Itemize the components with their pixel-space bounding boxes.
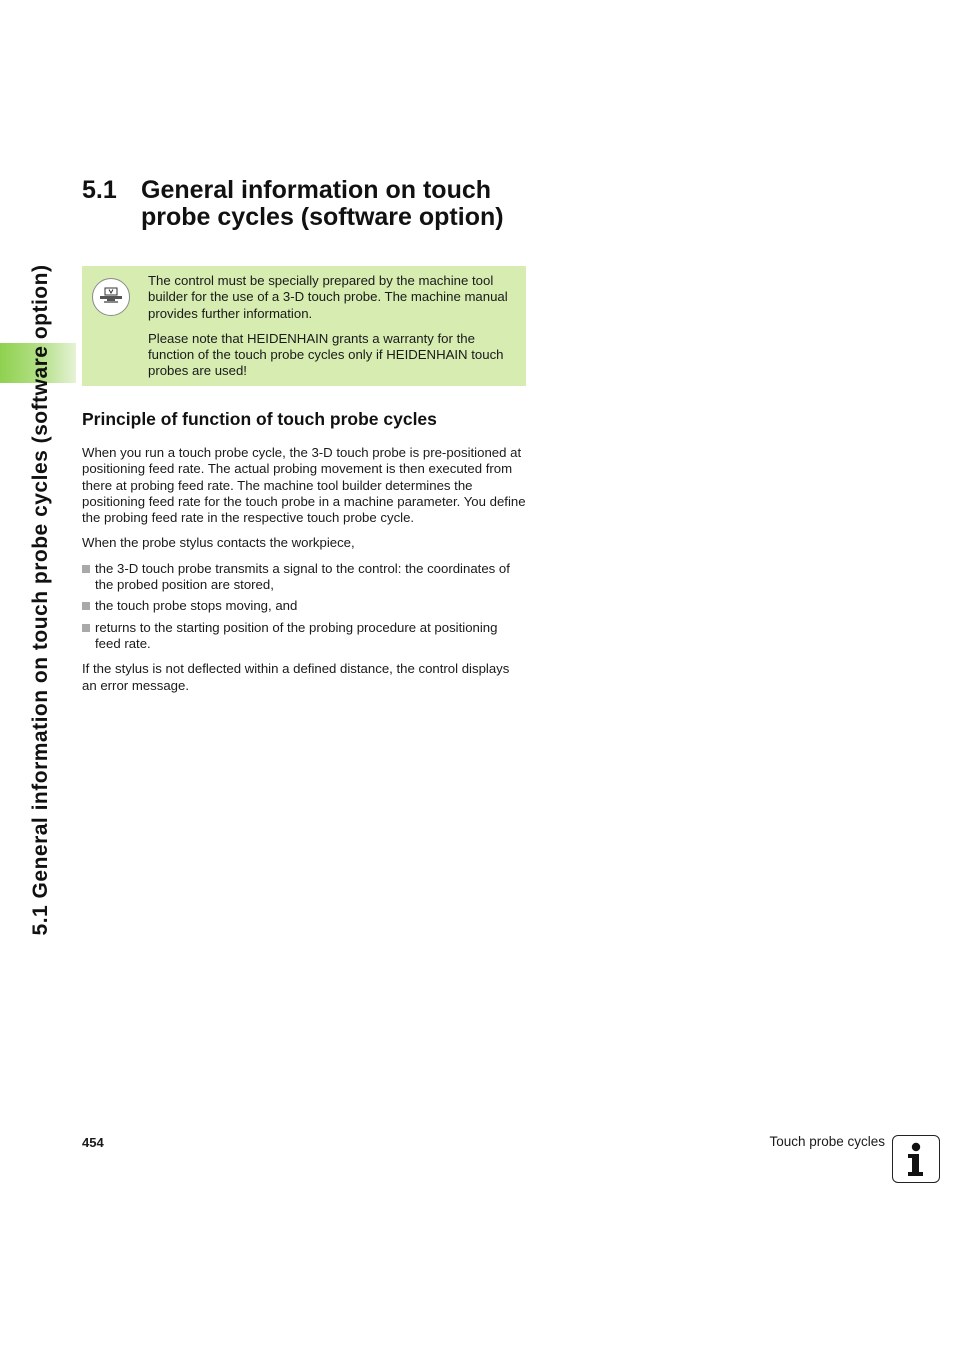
list-item-text: the touch probe stops moving, and	[95, 598, 298, 614]
list-item	[82, 620, 526, 653]
body-paragraph-2: When the probe stylus contacts the workpiece,	[82, 535, 355, 551]
page-number: 454	[82, 1135, 104, 1150]
machine-tool-icon	[92, 278, 130, 316]
list-item	[82, 561, 526, 594]
footer-chapter-title: Touch probe cycles	[769, 1134, 885, 1149]
list-item	[82, 598, 526, 614]
note-paragraph-2: Please note that HEIDENHAIN grants a warranty for the function of the touch probe cycles only if HEIDENHAIN touch probes are used!	[148, 330, 504, 379]
bullet-square-icon	[82, 565, 90, 573]
info-icon	[892, 1135, 940, 1183]
bullet-square-icon	[82, 602, 90, 610]
section-heading	[82, 177, 542, 231]
bullet-list	[82, 561, 526, 652]
body-text	[82, 445, 526, 703]
note-paragraph-1: The control must be specially prepared by the machine tool builder for the use of a 3-D touch probe. The machine manual provides further information.	[148, 273, 508, 321]
section-title: General information on touch probe cycles (software option)	[141, 176, 504, 231]
section-number: 5.1	[82, 176, 117, 204]
note-text	[148, 273, 518, 389]
body-paragraph-3: If the stylus is not deflected within a defined distance, the control displays an error message.	[82, 661, 510, 693]
running-header-vertical: 5.1 General information on touch probe cycles (software option)	[29, 264, 52, 936]
bullet-square-icon	[82, 624, 90, 632]
body-paragraph-1: When you run a touch probe cycle, the 3-D touch probe is pre-positioned at positioning feed rate. The actual probing movement is then executed from there at probing feed rate. The machine tool builder determines the positioning feed rate for the touch probe in a machine parameter. You define the probing feed rate in the respective touch probe cycle.	[82, 445, 526, 526]
list-item-text: returns to the starting position of the probing procedure at positioning feed rate.	[95, 619, 498, 651]
subsection-heading: Principle of function of touch probe cycles	[82, 409, 437, 429]
list-item-text: the 3-D touch probe transmits a signal to the control: the coordinates of the probed position are stored,	[95, 560, 510, 593]
note-box	[82, 266, 526, 386]
